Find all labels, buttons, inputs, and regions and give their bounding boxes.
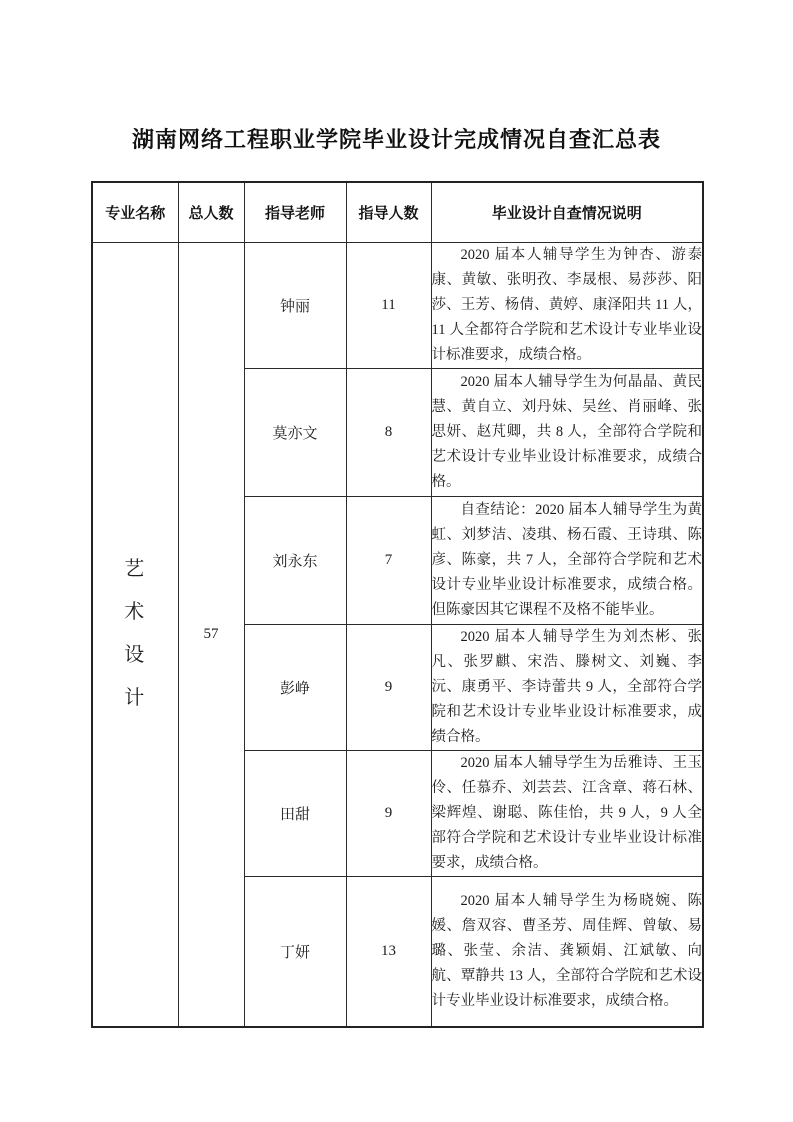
header-major-name: 专业名称 [92,182,178,242]
supervised-count-cell: 11 [346,242,431,368]
self-check-description-cell [431,876,703,1027]
table-row [92,242,703,368]
self-check-description-text: 2020 届本人辅导学生为杨晓婉、陈媛、詹双容、曹圣芳、周佳辉、曾敏、易璐、张莹、余洁、龚颖娟、江斌敏、向航、覃静共 13 人，全部符合学院和艺术设计专业毕业设计标准要求，成绩合格。 [431,892,702,1009]
teacher-name-cell: 钟丽 [244,242,346,368]
header-self-check-description: 毕业设计自查情况说明 [431,182,703,242]
self-check-description-text: 2020 届本人辅导学生为岳雅诗、王玉伶、任慕乔、刘芸芸、江含章、蒋石林、梁辉煌、谢聪、陈佳怡，共 9 人，9 人全部符合学院和艺术设计专业毕业设计标准要求，成绩合格。 [431,754,702,871]
header-total-count: 总人数 [178,182,244,242]
total-students-cell: 57 [178,242,244,1027]
supervised-count-cell: 8 [346,368,431,496]
self-check-description-cell [431,750,703,876]
graduation-design-summary-table [91,181,704,1028]
supervised-count-cell: 9 [346,750,431,876]
supervised-count-cell: 13 [346,876,431,1027]
page-title: 湖南网络工程职业学院毕业设计完成情况自查汇总表 [131,127,661,152]
self-check-description-cell [431,624,703,750]
major-name-char: 艺 [124,558,147,581]
header-supervisor: 指导老师 [244,182,346,242]
self-check-description-cell [431,368,703,496]
supervised-count-cell: 7 [346,496,431,624]
self-check-description-text: 2020 届本人辅导学生为钟杏、游泰康、黄敏、张明孜、李晟根、易莎莎、阳莎、王芳、杨倩、黄婷、康泽阳共 11 人，11 人全都符合学院和艺术设计专业毕业设计标准要求，成绩合格。 [431,246,702,363]
header-supervised-count: 指导人数 [346,182,431,242]
teacher-name-cell: 丁妍 [244,876,346,1027]
self-check-description-cell [431,496,703,624]
teacher-name-cell: 彭峥 [244,624,346,750]
supervised-count-cell: 9 [346,624,431,750]
teacher-name-cell: 莫亦文 [244,368,346,496]
self-check-description-text: 自查结论：2020 届本人辅导学生为黄虹、刘梦洁、凌琪、杨石霞、王诗琪、陈彦、陈豪，共 7 人，全部符合学院和艺术设计专业毕业设计标准要求，成绩合格。但陈豪因其它课程不及格不能毕业。 [431,501,702,618]
major-name-char: 术 [124,601,147,624]
major-name-cell [92,242,178,1027]
self-check-description-text: 2020 届本人辅导学生为刘杰彬、张凡、张罗麒、宋浩、滕树文、刘巍、李沅、康勇平、李诗蕾共 9 人，全部符合学院和艺术设计专业毕业设计标准要求，成绩合格。 [431,628,702,745]
major-name-char: 设 [124,644,147,667]
teacher-name-cell: 刘永东 [244,496,346,624]
teacher-name-cell: 田甜 [244,750,346,876]
table-header-row [92,182,703,242]
self-check-description-text: 2020 届本人辅导学生为何晶晶、黄民慧、黄自立、刘丹妹、吴丝、肖丽峰、张思妍、赵芃卿，共 8 人，全部符合学院和艺术设计专业毕业设计标准要求，成绩合格。 [431,373,702,490]
major-name-char: 计 [124,687,147,710]
self-check-description-cell [431,242,703,368]
